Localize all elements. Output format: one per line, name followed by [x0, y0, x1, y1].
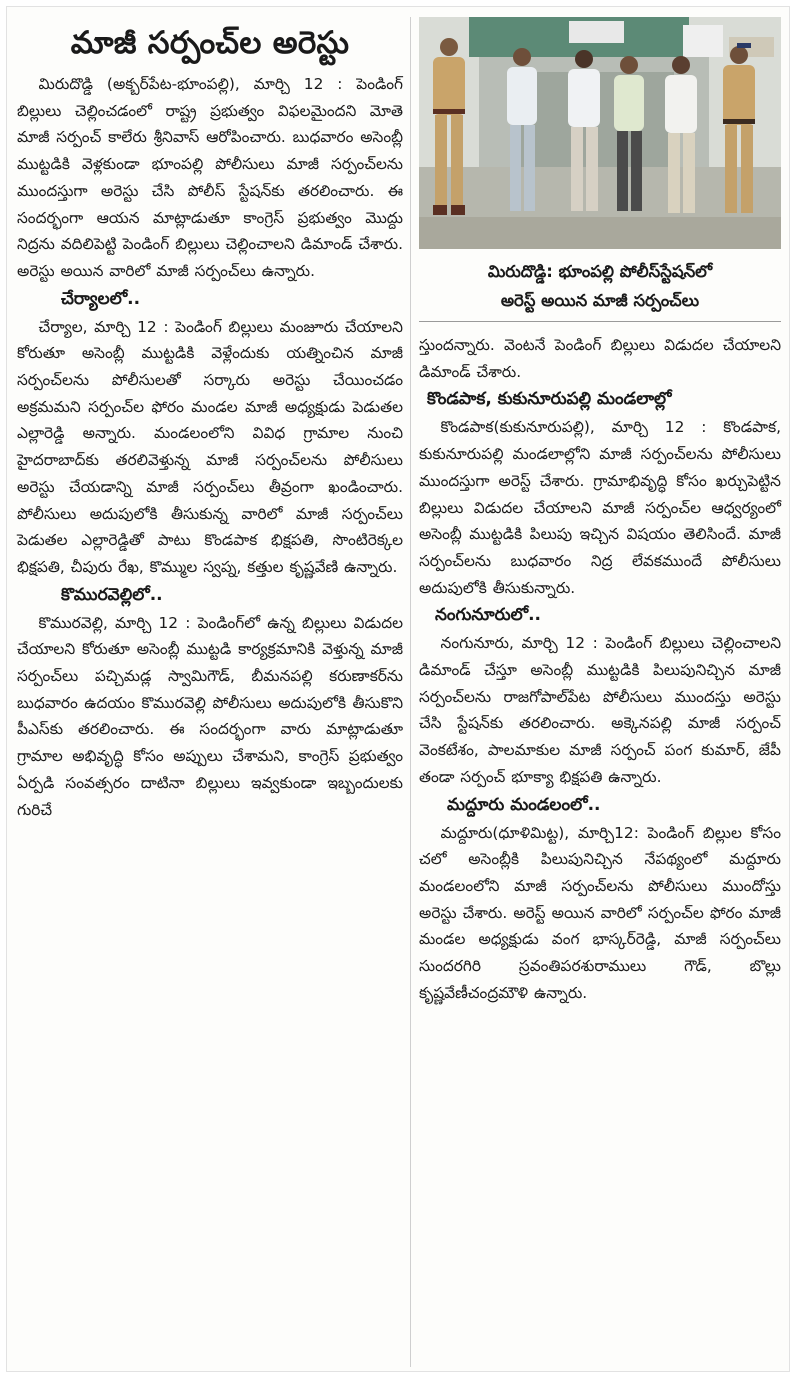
headline: మాజీ సర్పంచ్‌ల అరెస్టు — [70, 25, 350, 61]
cheryala-paragraph: చేర్యాల, మార్చి 12 : పెండింగ్ బిల్లులు మంజూరు చేయాలని కోరుతూ అసెంబ్లీ ముట్టడికి వెళ్లేందుకు యత్నించిన మాజీ సర్పంచ్‌లను పోలీసులతో సర్కారు అరెస్టు చేయించడం అక్రమమని సర్పంచ్‌ల ఫోరం మండల మాజీ అధ్యక్షుడు పెడుతల ఎల్లారెడ్డి అన్నారు. మండలంలోని వివిధ గ్రామాల నుంచి హైదరాబాద్‌కు తరలివెళ్తున్న మాజీ సర్పంచ్‌లను పోలీసులు అరెస్టు చేయడాన్ని మాజీ సర్పంచ్‌లు తీవ్రంగా ఖండించారు. పోలీసులు అదుపులోకి తీసుకున్న వారిలో మాజీ సర్పంచ్‌లు పెడుతల ఎల్లారెడ్డితో పాటు కొండపాక భిక్షపతి, సొంటిరెక్కల భిక్షపతి, చీపురు రేఖ, కొమ్ముల స్వప్న, కత్తుల కృష్ణవేణి ఉన్నారు. — [17, 317, 403, 576]
komuravelli-paragraph: కొమురవెల్లి, మార్చి 12 : పెండింగ్‌లో ఉన్న బిల్లులు విడుదల చేయాలని కోరుతూ అసెంబ్లీ ముట్టడి కార్యక్రమానికి వెళ్తున్న మాజీ సర్పంచ్‌లు పచ్చిమడ్ల స్వామిగౌడ్, బీమనపల్లి కరుణాకర్‌ను బుధవారం ఉదయం కొమురవెల్లి పోలీసులు అదుపులోకి తీసుకొని పీఎస్‌కు తరలించారు. ఈ సందర్భంగా వారు మాట్లాడుతూ గ్రామాల అభివృద్ధి కోసం అప్పులు చేశామని, కాంగ్రెస్ ప్రభుత్వం ఏర్పడి సంవత్సరం దాటినా బిల్లులు ఇవ్వకుండా ఇబ్బందులకు గురిచే — [17, 613, 403, 819]
photo-caption-line-1: మిరుదొడ్డి: భూంపల్లి పోలీస్‌స్టేషన్‌లో — [487, 262, 713, 281]
intro-paragraph: మిరుదొడ్డి (అక్బర్‌పేట-భూంపల్లి), మార్చి 12 : పెండింగ్ బిల్లులు చెల్లించడంలో రాష్ట్ర ప్రభుత్వం విఫలమైందని మోతె మాజీ సర్పంచ్ కాలేరు శ్రీనివాస్ ఆరోపించారు. బుధవారం అసెంబ్లీ ముట్టడికి వెళ్లకుండా భూంపల్లి పోలీసులు మాజీ సర్పంచ్‌లను ముందస్తుగా అరెస్టు చేసి పోలీస్ స్టేషన్‌కు తరలించారు. ఈ సందర్భంగా ఆయన మాట్లాడుతూ కాంగ్రెస్ ప్రభుత్వం మొద్దు నిద్రను వదిలిపెట్టి పెండింగ్ బిల్లులు చెల్లించాలని డిమాండ్ చేశారు. అరెస్టు అయిన వారిలో మాజీ సర్పంచ్‌లు ఉన్నారు. — [17, 75, 403, 280]
subheading-kondapaka: కొండపాక, కుకునూరుపల్లి మండలాల్లో — [427, 389, 672, 410]
continuation-paragraph: స్తుందన్నారు. వెంటనే పెండింగ్ బిల్లులు విడుదల చేయాలని డిమాండ్ చేశారు. — [419, 336, 781, 381]
police-station-photo-illustration — [419, 17, 781, 249]
maddur-paragraph: మద్దూరు(ధూళిమిట్ట), మార్చి12: పెండింగ్ బిల్లుల కోసం చలో అసెంబ్లీకి పిలుపునిచ్చిన నేపథ్యంలో మద్దూరు మండలంలోని మాజీ సర్పంచ్‌లను పోలీసులు ముందోస్తు అరెస్టు చేశారు. అరెస్ట్ అయిన వారిలో సర్పంచ్‌ల ఫోరం మాజీ మండల అధ్యక్షుడు వంగ భాస్కర్‌రెడ్డి, మాజీ సర్పంచ్‌లు సుందరగిరి స్రవంతిపరశురాములు గౌడ్, బొల్లు కృష్ణవేణీచంద్రమౌళి ఉన్నారు. — [419, 823, 781, 1002]
subheading-nangunuru: నంగునూరులో.. — [435, 605, 542, 626]
subheading-komuravelli: కొమురవెల్లిలో.. — [61, 584, 163, 605]
news-photo — [419, 17, 781, 249]
photo-caption — [419, 249, 781, 322]
subheading-maddur: మద్దూరు మండలంలో.. — [447, 794, 601, 815]
left-column — [17, 17, 403, 1367]
column-divider — [410, 17, 411, 1367]
kondapaka-paragraph: కొండపాక(కుకునూరుపల్లి), మార్చి 12 : కొండపాక, కుకునూరుపల్లి మండలాల్లోని మాజీ సర్పంచ్‌లను పోలీసులు ముందస్తుగా అరెస్ట్ చేశారు. గ్రామాభివృద్ధి కోసం ఖర్చుపెట్టిన బిల్లులు విడుదల చేయాలని మాజీ సర్పంచ్‌ల ఆధ్వర్యంలో అసెంబ్లీ ముట్టడికి పిలుపు ఇచ్చిన విషయం తెలిసిందే. మాజీ సర్పంచ్‌లను బుధవారం నిద్ర లేవకముందే పోలీసులు అదుపులోకి తీసుకున్నారు. — [419, 418, 781, 597]
newspaper-clipping — [6, 6, 790, 1372]
right-column — [419, 17, 781, 1367]
photo-caption-line-2: అరెస్ట్ అయిన మాజీ సర్పంచ్‌లు — [500, 291, 700, 310]
subheading-cheryala: చేర్యాలలో.. — [61, 288, 141, 309]
nangunuru-paragraph: నంగునూరు, మార్చి 12 : పెండింగ్ బిల్లులు చెల్లించాలని డిమాండ్ చేస్తూ అసెంబ్లీ ముట్టడికి పిలుపునిచ్చిన మాజీ సర్పంచ్‌లను రాజగోపాల్‌పేట పోలీసులు ముందస్తు అరెస్టు చేసి స్టేషన్‌కు తరలించారు. అక్కెనపల్లి మాజీ సర్పంచ్ వెంకటేశం, పాలమాకుల మాజీ సర్పంచ్ పంగ కుమార్, జేపీ తండా సర్పంచ్ భూక్యా భిక్షపతి ఉన్నారు. — [419, 634, 781, 786]
